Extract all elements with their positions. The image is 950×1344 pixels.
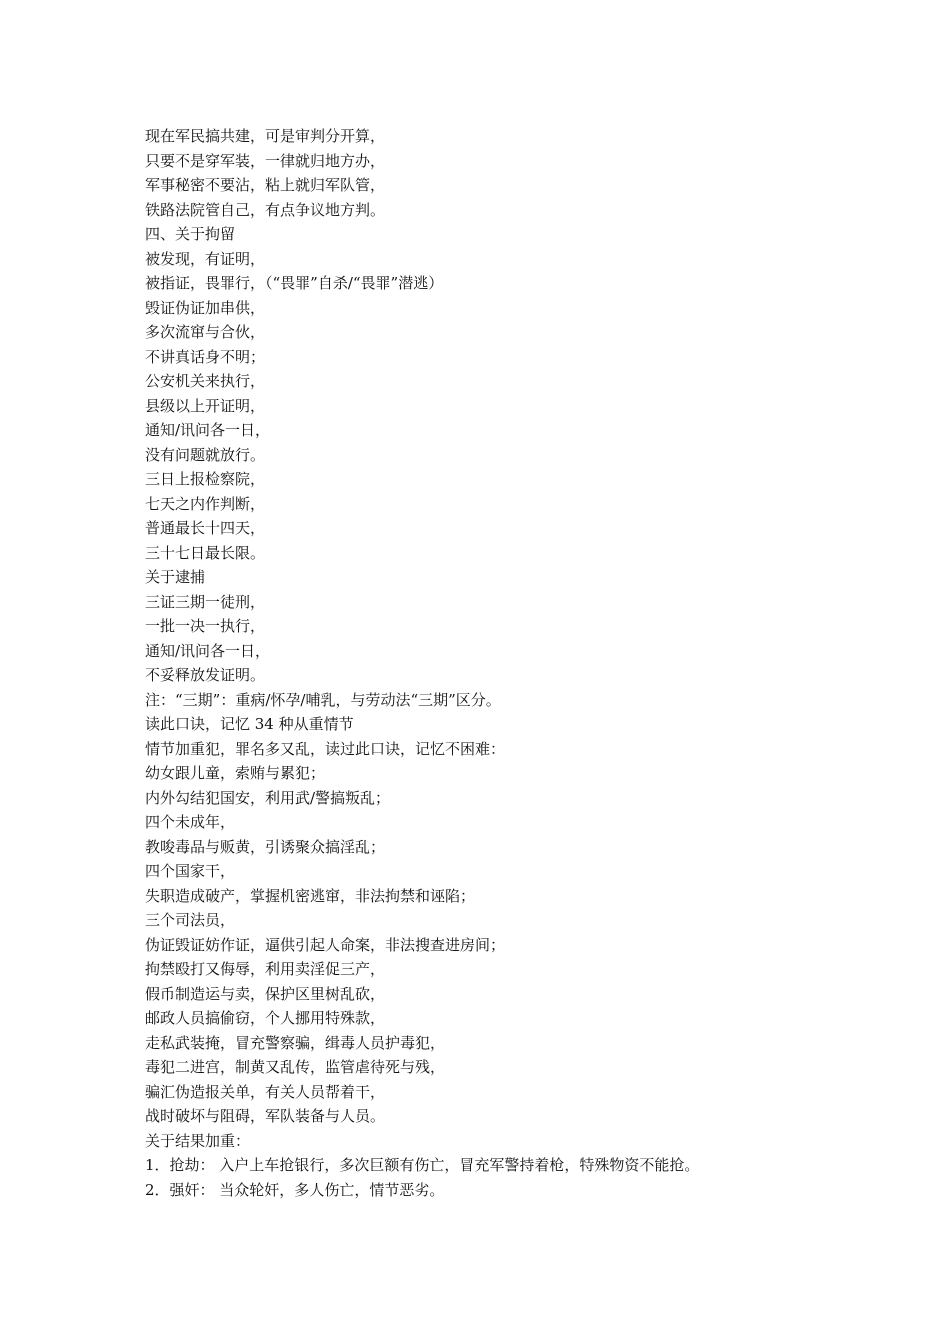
- text-line: 被指证，畏罪行，（“畏罪”自杀/“畏罪”潜逃）: [145, 274, 444, 292]
- text-line: 多次流窜与合伙，: [145, 323, 266, 341]
- text-line: 失职造成破产，掌握机密逃窜，非法拘禁和诬陷；: [145, 886, 476, 905]
- text-line: 骗汇伪造报关单，有关人员帮着干，: [145, 1082, 386, 1101]
- text-line: 毁证伪证加串供，: [145, 298, 266, 317]
- text-line: 一批一决一执行，: [145, 617, 266, 635]
- text-line: 铁路法院管自己，有点争议地方判。: [145, 200, 386, 219]
- text-line: 通知/讯问各一日，: [145, 421, 271, 439]
- text-line: 邮政人员搞偷窃，个人挪用特殊款，: [145, 1009, 386, 1027]
- text-line: 公安机关来执行，: [145, 372, 266, 390]
- text-line: 1．抢劫： 入户上车抢银行，多次巨额有伤亡，冒充军警持着枪，特殊物资不能抢。: [145, 1156, 700, 1174]
- text-line: 三个司法员，: [145, 911, 236, 929]
- text-line: 不讲真话身不明；: [145, 347, 266, 366]
- text-line: 不妥释放发证明。: [145, 666, 266, 684]
- text-line: 只要不是穿军装，一律就归地方办，: [145, 151, 386, 170]
- text-line: 四个国家干，: [145, 862, 236, 880]
- text-line: 没有问题就放行。: [145, 445, 266, 464]
- text-line: 假币制造运与卖，保护区里树乱砍，: [145, 984, 386, 1003]
- text-line: 走私武装掩，冒充警察骗，缉毒人员护毒犯，: [145, 1033, 446, 1052]
- text-line: 伪证毁证妨作证，逼供引起人命案，非法搜查进房间；: [145, 935, 506, 954]
- text-line: 内外勾结犯国安，利用武/警搞叛乱；: [145, 788, 391, 807]
- text-line: 被发现，有证明，: [145, 249, 266, 268]
- text-line: 现在军民搞共建，可是审判分开算，: [145, 127, 386, 145]
- document-body: [145, 124, 925, 1202]
- text-line: 三十七日最长限。: [145, 543, 266, 562]
- text-line: 毒犯二进宫，制黄又乱传，监管虐待死与残，: [145, 1058, 446, 1076]
- text-line: 七天之内作判断，: [145, 494, 266, 513]
- text-line: 战时破坏与阻碍，军队装备与人员。: [145, 1107, 386, 1125]
- text-line: 通知/讯问各一日，: [145, 641, 271, 660]
- text-line: 县级以上开证明，: [145, 396, 266, 415]
- text-line: 三证三期一徒刑，: [145, 592, 266, 611]
- text-line: 读此口诀，记忆 34 种从重情节: [145, 715, 354, 733]
- text-line: 注：“三期”：重病/怀孕/哺乳，与劳动法“三期”区分。: [145, 690, 501, 709]
- text-line: 四、关于拘留: [145, 225, 236, 243]
- text-line: 关于结果加重：: [145, 1131, 251, 1150]
- text-line: 幼女跟儿童，索贿与累犯；: [145, 764, 326, 782]
- text-line: 情节加重犯，罪名多又乱，读过此口诀，记忆不困难：: [145, 739, 506, 758]
- text-line: 四个未成年，: [145, 813, 236, 831]
- text-line: 2．强奸： 当众轮奸，多人伤亡，情节恶劣。: [145, 1180, 445, 1199]
- text-line: 三日上报检察院，: [145, 470, 266, 488]
- text-line: 拘禁殴打又侮辱，利用卖淫促三产，: [145, 960, 386, 978]
- text-line: 教唆毒品与贩黄，引诱聚众搞淫乱；: [145, 837, 386, 856]
- text-line: 普通最长十四天，: [145, 519, 266, 537]
- text-line: 军事秘密不要沾，粘上就归军队管，: [145, 176, 386, 194]
- text-line: 关于逮捕: [145, 568, 206, 586]
